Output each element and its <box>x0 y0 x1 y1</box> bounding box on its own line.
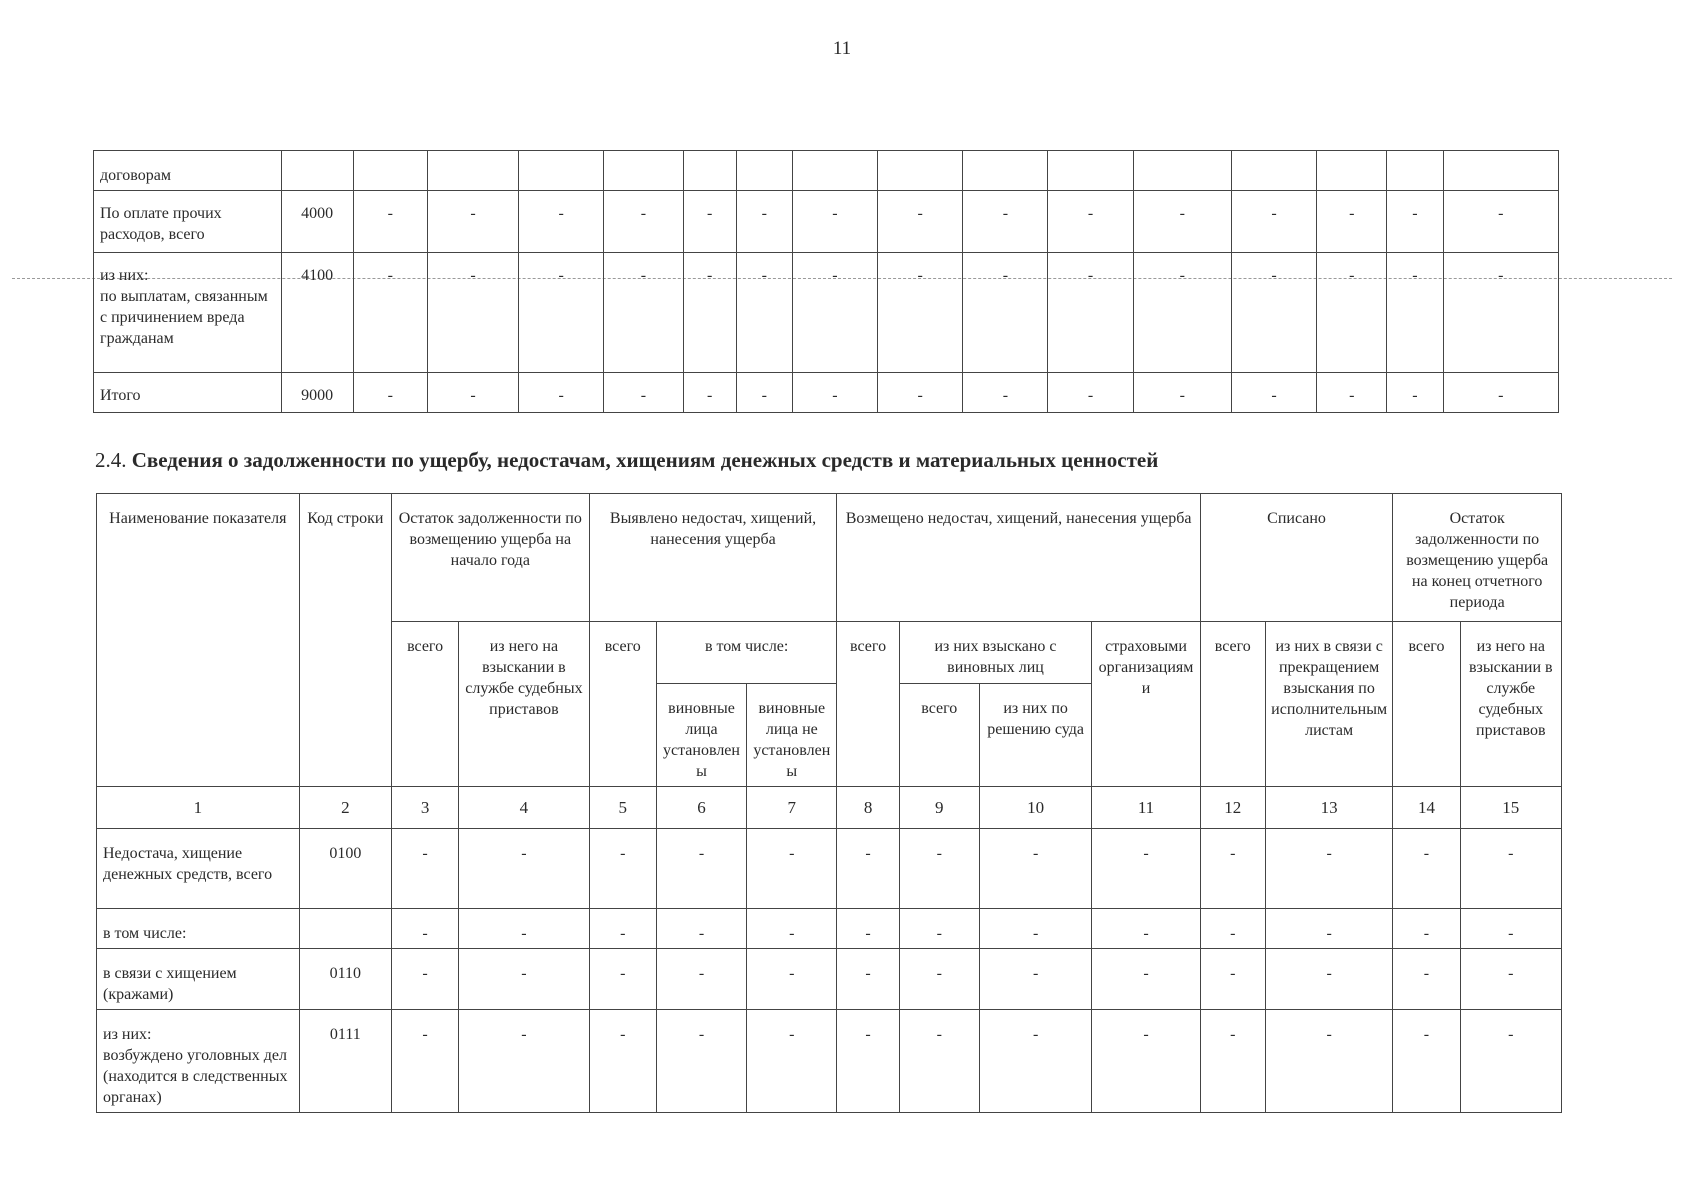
table-cell: - <box>589 1010 656 1113</box>
header-row-1 <box>97 494 1562 622</box>
table-cell <box>683 151 736 191</box>
table-cell: - <box>1092 1010 1200 1113</box>
table-cell: - <box>1265 909 1392 949</box>
table-cell: - <box>747 829 837 909</box>
table-cell: - <box>1443 253 1559 373</box>
column-number: 15 <box>1460 787 1561 829</box>
table-cell: - <box>1133 373 1231 413</box>
row-name: По оплате прочих расходов, всего <box>94 191 282 253</box>
table-cell: - <box>837 829 899 909</box>
table-cell: - <box>656 909 746 949</box>
table-cell: - <box>1048 253 1133 373</box>
table-row <box>94 151 1559 191</box>
table-cell: - <box>1048 191 1133 253</box>
table-cell: - <box>1443 373 1559 413</box>
table-cell: - <box>1048 373 1133 413</box>
table-cell: - <box>1393 1010 1460 1113</box>
header-closing-balance: Остаток задолженности по возмещению ущерба на конец отчетного периода <box>1393 494 1562 622</box>
table-cell: - <box>837 909 899 949</box>
header-detected: Выявлено недостач, хищений, нанесения ущерба <box>589 494 837 622</box>
table-cell: - <box>1092 949 1200 1010</box>
section-number: 2.4. <box>95 448 127 472</box>
column-number: 6 <box>656 787 746 829</box>
section-heading <box>95 448 1158 473</box>
table-cell <box>1048 151 1133 191</box>
table-row <box>97 829 1562 909</box>
table-cell: - <box>878 373 963 413</box>
table-cell: - <box>427 253 518 373</box>
header-closing-bailiffs: из него на взыскании в службе судебных приставов <box>1460 622 1561 787</box>
table-cell: - <box>1133 253 1231 373</box>
row-code: 0100 <box>299 829 391 909</box>
table-cell <box>519 151 604 191</box>
table-row <box>94 253 1559 373</box>
row-code: 9000 <box>281 373 353 413</box>
table-cell: - <box>391 949 458 1010</box>
row-code: 4000 <box>281 191 353 253</box>
table-cell: - <box>459 829 589 909</box>
header-culprits-identified: виновные лица установлены <box>656 684 746 787</box>
table-cell: - <box>353 191 427 253</box>
table-cell: - <box>589 949 656 1010</box>
table-cell: - <box>1393 829 1460 909</box>
table-cell: - <box>899 829 979 909</box>
row-name: из них: возбуждено уголовных дел (находится в следственных органах) <box>97 1010 300 1113</box>
header-row-code: Код строки <box>299 494 391 787</box>
table-cell <box>878 151 963 191</box>
table-cell <box>963 151 1048 191</box>
table-cell: - <box>1387 253 1443 373</box>
row-name: Итого <box>94 373 282 413</box>
header-culprits-not-identified: виновные лица не установлены <box>747 684 837 787</box>
table-cell: - <box>589 909 656 949</box>
header-detected-total: всего <box>589 622 656 787</box>
row-code <box>299 909 391 949</box>
column-number: 7 <box>747 787 837 829</box>
column-number: 4 <box>459 787 589 829</box>
table-cell: - <box>427 373 518 413</box>
table-cell: - <box>979 1010 1091 1113</box>
column-number: 12 <box>1200 787 1265 829</box>
table-cell: - <box>656 949 746 1010</box>
row-name: в связи с хищением (кражами) <box>97 949 300 1010</box>
table-cell: - <box>963 373 1048 413</box>
column-number: 9 <box>899 787 979 829</box>
table-cell <box>1443 151 1559 191</box>
header-insurance: страховыми организациями <box>1092 622 1200 787</box>
table-cell: - <box>1393 949 1460 1010</box>
table-cell: - <box>792 253 877 373</box>
table-cell: - <box>1460 829 1561 909</box>
table-cell: - <box>459 949 589 1010</box>
row-name: в том числе: <box>97 909 300 949</box>
table-cell: - <box>391 829 458 909</box>
header-opening-total: всего <box>391 622 458 787</box>
table-cell: - <box>1092 909 1200 949</box>
header-indicator-name: Наименование показателя <box>97 494 300 787</box>
page-number: 11 <box>832 38 852 59</box>
table-cell: - <box>519 373 604 413</box>
table-cell: - <box>1200 949 1265 1010</box>
table-cell <box>736 151 792 191</box>
table-cell: - <box>899 1010 979 1113</box>
column-number: 3 <box>391 787 458 829</box>
table-cell: - <box>519 191 604 253</box>
table-cell: - <box>1265 829 1392 909</box>
table-cell: - <box>604 253 683 373</box>
row-code: 4100 <box>281 253 353 373</box>
table-cell: - <box>1231 373 1316 413</box>
header-recovered-total: всего <box>899 684 979 787</box>
table-cell <box>1231 151 1316 191</box>
table-cell <box>353 151 427 191</box>
table-cell: - <box>1460 909 1561 949</box>
table-cell <box>1387 151 1443 191</box>
table-cell: - <box>979 949 1091 1010</box>
table-row <box>97 949 1562 1010</box>
header-closing-total: всего <box>1393 622 1460 787</box>
table-cell: - <box>1317 373 1387 413</box>
row-code: 0110 <box>299 949 391 1010</box>
column-number: 2 <box>299 787 391 829</box>
table-cell: - <box>963 191 1048 253</box>
table-cell: - <box>1393 909 1460 949</box>
table-cell: - <box>391 1010 458 1113</box>
table-cell: - <box>589 829 656 909</box>
table-cell: - <box>1200 1010 1265 1113</box>
table-cell: - <box>1231 191 1316 253</box>
table-cell: - <box>878 253 963 373</box>
table-cell: - <box>1092 829 1200 909</box>
table-cell: - <box>1200 829 1265 909</box>
table-cell: - <box>1265 949 1392 1010</box>
table-cell: - <box>899 949 979 1010</box>
table-cell: - <box>1387 373 1443 413</box>
table-cell: - <box>747 909 837 949</box>
table-cell: - <box>1317 191 1387 253</box>
table-cell: - <box>683 373 736 413</box>
column-number: 1 <box>97 787 300 829</box>
table-cell: - <box>792 373 877 413</box>
table-cell: - <box>519 253 604 373</box>
table-cell: - <box>747 949 837 1010</box>
table-cell: - <box>391 909 458 949</box>
table-cell: - <box>1443 191 1559 253</box>
header-compensated: Возмещено недостач, хищений, нанесения ущерба <box>837 494 1200 622</box>
table-row <box>97 1010 1562 1113</box>
table-cell: - <box>604 373 683 413</box>
column-number: 10 <box>979 787 1091 829</box>
section-title: Сведения о задолженности по ущербу, недостачам, хищениям денежных средств и материальных ценностей <box>131 448 1159 472</box>
table-cell <box>1133 151 1231 191</box>
damage-debt-table <box>96 493 1562 1113</box>
table-cell: - <box>792 191 877 253</box>
table-row <box>94 191 1559 253</box>
header-written-off: Списано <box>1200 494 1393 622</box>
table-cell <box>1317 151 1387 191</box>
table-cell <box>792 151 877 191</box>
column-number: 13 <box>1265 787 1392 829</box>
table-cell: - <box>353 253 427 373</box>
header-by-court: из них по решению суда <box>979 684 1091 787</box>
header-opening-bailiffs: из него на взыскании в службе судебных приставов <box>459 622 589 787</box>
table-cell: - <box>683 253 736 373</box>
table-cell: - <box>1265 1010 1392 1113</box>
table-cell: - <box>1133 191 1231 253</box>
table-cell <box>427 151 518 191</box>
header-written-off-total: всего <box>1200 622 1265 787</box>
table-cell: - <box>656 1010 746 1113</box>
table-row <box>97 909 1562 949</box>
table-cell: - <box>1317 253 1387 373</box>
table-cell: - <box>736 191 792 253</box>
table-cell <box>604 151 683 191</box>
table-cell: - <box>979 909 1091 949</box>
table-cell: - <box>899 909 979 949</box>
column-number: 8 <box>837 787 899 829</box>
table-cell: - <box>963 253 1048 373</box>
header-termination: из них в связи с прекращением взыскания по исполнительным листам <box>1265 622 1392 787</box>
row-name: из них: по выплатам, связанным с причинением вреда гражданам <box>94 253 282 373</box>
table-cell: - <box>979 829 1091 909</box>
continuation-table <box>93 150 1559 413</box>
table-cell: - <box>1460 1010 1561 1113</box>
header-opening-balance: Остаток задолженности по возмещению ущерба на начало года <box>391 494 589 622</box>
table-cell: - <box>656 829 746 909</box>
table-cell: - <box>683 191 736 253</box>
row-code <box>281 151 353 191</box>
table-cell: - <box>747 1010 837 1113</box>
table-cell: - <box>604 191 683 253</box>
column-number-row <box>97 787 1562 829</box>
table-cell: - <box>1231 253 1316 373</box>
row-code: 0111 <box>299 1010 391 1113</box>
table-cell: - <box>459 909 589 949</box>
header-compensated-total: всего <box>837 622 899 787</box>
header-recovered-from-culprits: из них взыскано с виновных лиц <box>899 622 1092 684</box>
table-cell: - <box>837 949 899 1010</box>
table-cell: - <box>427 191 518 253</box>
table-cell: - <box>878 191 963 253</box>
column-number: 5 <box>589 787 656 829</box>
header-detected-including: в том числе: <box>656 622 837 684</box>
table-cell: - <box>459 1010 589 1113</box>
table-cell: - <box>353 373 427 413</box>
column-number: 14 <box>1393 787 1460 829</box>
table-cell: - <box>736 253 792 373</box>
table-cell: - <box>1200 909 1265 949</box>
row-name: договорам <box>94 151 282 191</box>
row-name: Недостача, хищение денежных средств, всего <box>97 829 300 909</box>
table-cell: - <box>1387 191 1443 253</box>
table-cell: - <box>837 1010 899 1113</box>
table-cell: - <box>736 373 792 413</box>
column-number: 11 <box>1092 787 1200 829</box>
table-row <box>94 373 1559 413</box>
table-cell: - <box>1460 949 1561 1010</box>
